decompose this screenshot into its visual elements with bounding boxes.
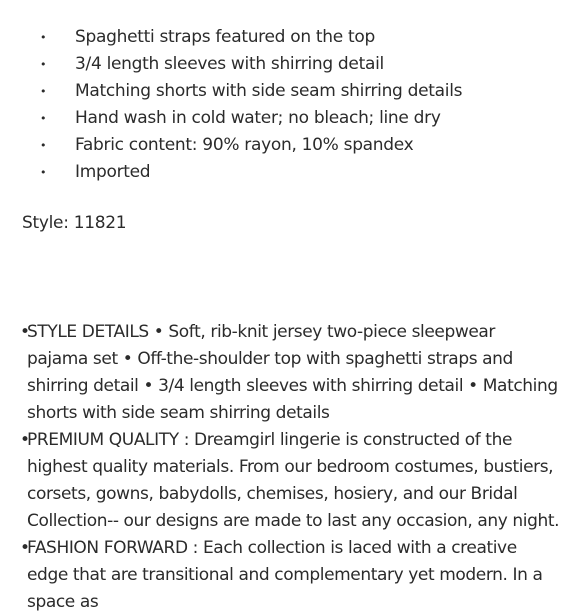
feature-text: Spaghetti straps featured on the top xyxy=(75,27,375,47)
feature-text: Fabric content: 90% rayon, 10% spandex xyxy=(75,135,414,155)
list-item xyxy=(0,105,580,132)
list-item xyxy=(0,159,580,186)
style-number: Style: 11821 xyxy=(22,213,127,233)
list-item xyxy=(0,132,580,159)
feature-text: Hand wash in cold water; no bleach; line dry xyxy=(75,108,441,128)
bullet-icon: • xyxy=(20,430,30,450)
bullet-icon: • xyxy=(40,166,47,179)
feature-text: Matching shorts with side seam shirring details xyxy=(75,81,463,101)
bullet-icon: • xyxy=(20,538,30,558)
bullet-icon: • xyxy=(40,85,47,98)
detail-paragraph xyxy=(20,427,560,535)
detail-text: PREMIUM QUALITY : Dreamgirl lingerie is constructed of the highest quality materials. From our bedroom costumes, bustiers, corsets, gowns, babydolls, chemises, hosiery, and our Bridal Collection-- our designs are made to last any occasion, any night. xyxy=(27,430,560,531)
detail-text: STYLE DETAILS • Soft, rib-knit jersey two-piece sleepwear pajama set • Off-the-shoulder top with spaghetti straps and shirring detail • 3/4 length sleeves with shirring detail • Matching shorts with side seam shirring details xyxy=(27,322,558,423)
bullet-icon: • xyxy=(40,31,47,44)
list-item xyxy=(0,51,580,78)
bullet-icon: • xyxy=(20,322,30,342)
detail-text: FASHION FORWARD : Each collection is laced with a creative edge that are transitional and complementary yet modern. In a space as xyxy=(27,538,543,612)
feature-text: 3/4 length sleeves with shirring detail xyxy=(75,54,384,74)
list-item xyxy=(0,78,580,105)
bullet-icon: • xyxy=(40,58,47,71)
feature-list xyxy=(0,24,580,186)
bullet-icon: • xyxy=(40,112,47,125)
detail-paragraph xyxy=(20,535,560,616)
list-item xyxy=(0,24,580,51)
bullet-icon: • xyxy=(40,139,47,152)
detail-paragraph xyxy=(20,319,560,427)
detail-paragraphs xyxy=(20,319,560,616)
feature-text: Imported xyxy=(75,162,151,182)
